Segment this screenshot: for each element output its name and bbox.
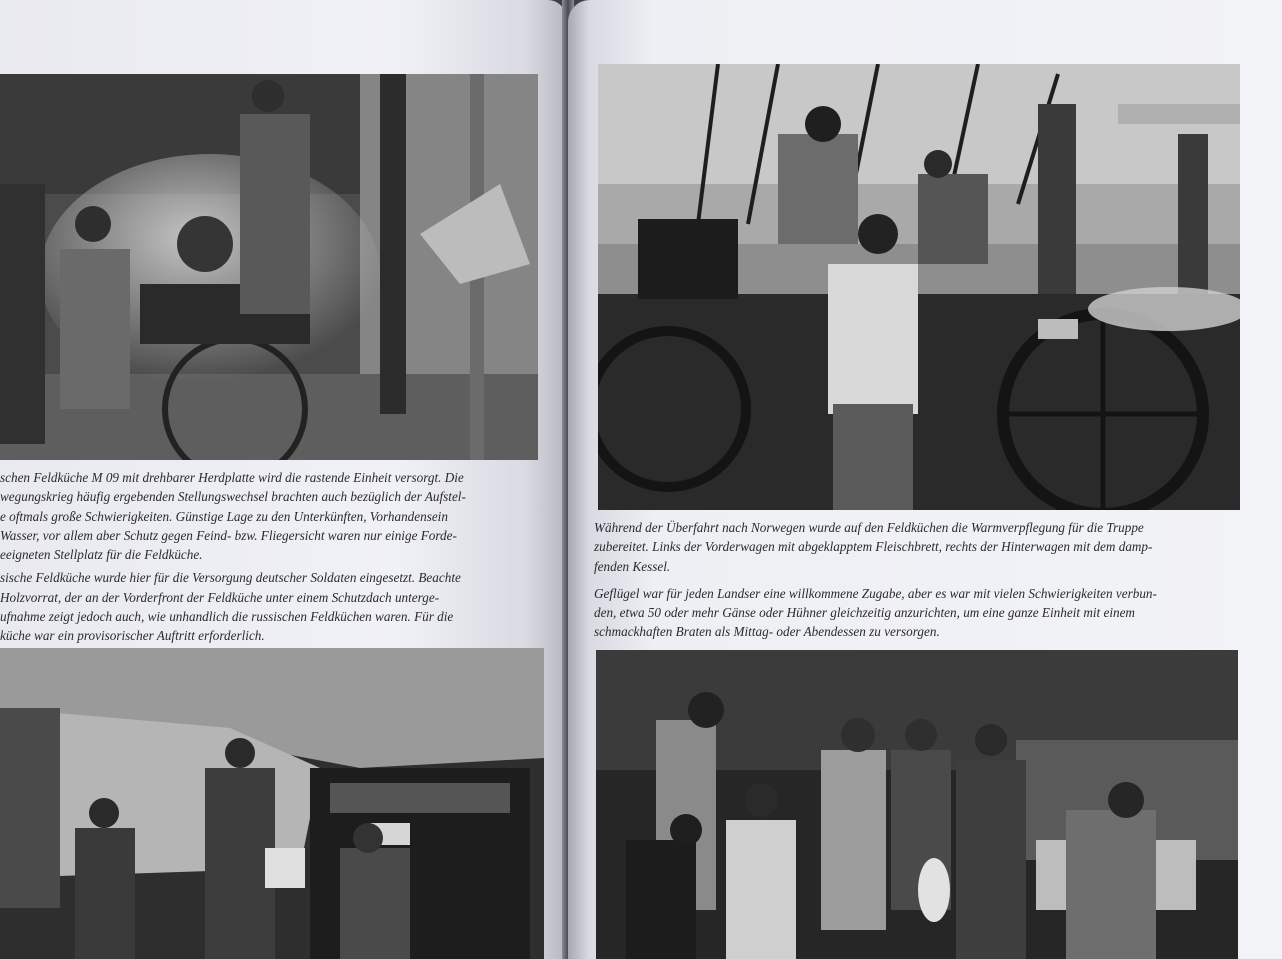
caption-line: ufnahme zeigt jedoch auch, wie unhandlich die russischen Feldküchen waren. Für die <box>0 609 454 625</box>
caption-line: fenden Kessel. <box>594 558 671 574</box>
soldiers-poultry-photo-icon <box>596 650 1238 959</box>
caption-left-1 <box>0 468 540 646</box>
caption-line: e oftmals große Schwierigkeiten. Günstige Lage zu den Unterkünften, Vorhandensein <box>0 508 448 524</box>
caption-paragraph <box>0 468 540 564</box>
left-page <box>0 0 566 959</box>
ship-field-kitchen-photo-icon <box>598 64 1240 510</box>
caption-line: den, etwa 50 oder mehr Gänse oder Hühner gleichzeitig anzurichten, um eine ganze Einheit mit einem <box>594 605 1135 621</box>
photo-soldiers-poultry <box>596 650 1238 959</box>
photo-russian-field-kitchen <box>0 648 544 959</box>
caption-paragraph <box>0 568 540 645</box>
caption-line: Holzvorrat, der an der Vorderfront der Feldküche unter einem Schutzdach unterge- <box>0 589 440 605</box>
field-kitchen-photo-icon <box>0 74 538 460</box>
caption-line: Geflügel war für jeden Landser eine willkommene Zugabe, aber es war mit vielen Schwierigkeiten verbun- <box>594 585 1157 601</box>
caption-line: Während der Überfahrt nach Norwegen wurde auf den Feldküchen die Warmverpflegung für die Truppe <box>594 520 1144 535</box>
russian-field-kitchen-photo-icon <box>0 648 544 959</box>
caption-line: schen Feldküche M 09 mit drehbarer Herdplatte wird die rastende Einheit versorgt. Die <box>0 470 464 485</box>
caption-line: wegungskrieg häufig ergebenden Stellungswechsel brachten auch bezüglich der Aufstel- <box>0 489 466 505</box>
caption-line: Wasser, vor allem aber Schutz gegen Feind- bzw. Fliegersicht waren nur einige Forde- <box>0 527 457 543</box>
caption-line: eeigneten Stellplatz für die Feldküche. <box>0 547 203 563</box>
photo-ship-field-kitchen <box>598 64 1240 510</box>
photo-field-kitchen-m09 <box>0 74 538 460</box>
caption-right-1 <box>594 518 1242 642</box>
caption-line: küche war ein provisorischer Auftritt erforderlich. <box>0 628 265 644</box>
caption-line: sische Feldküche wurde hier für die Versorgung deutscher Soldaten eingesetzt. Beachte <box>0 570 461 586</box>
caption-paragraph <box>594 518 1242 576</box>
right-page <box>568 0 1282 959</box>
caption-paragraph <box>594 584 1242 642</box>
caption-line: schmackhaften Braten als Mittag- oder Abendessen zu versorgen. <box>594 624 940 640</box>
caption-line: zubereitet. Links der Vorderwagen mit abgeklapptem Fleischbrett, rechts der Hinterwagen mit dem damp- <box>594 539 1153 555</box>
